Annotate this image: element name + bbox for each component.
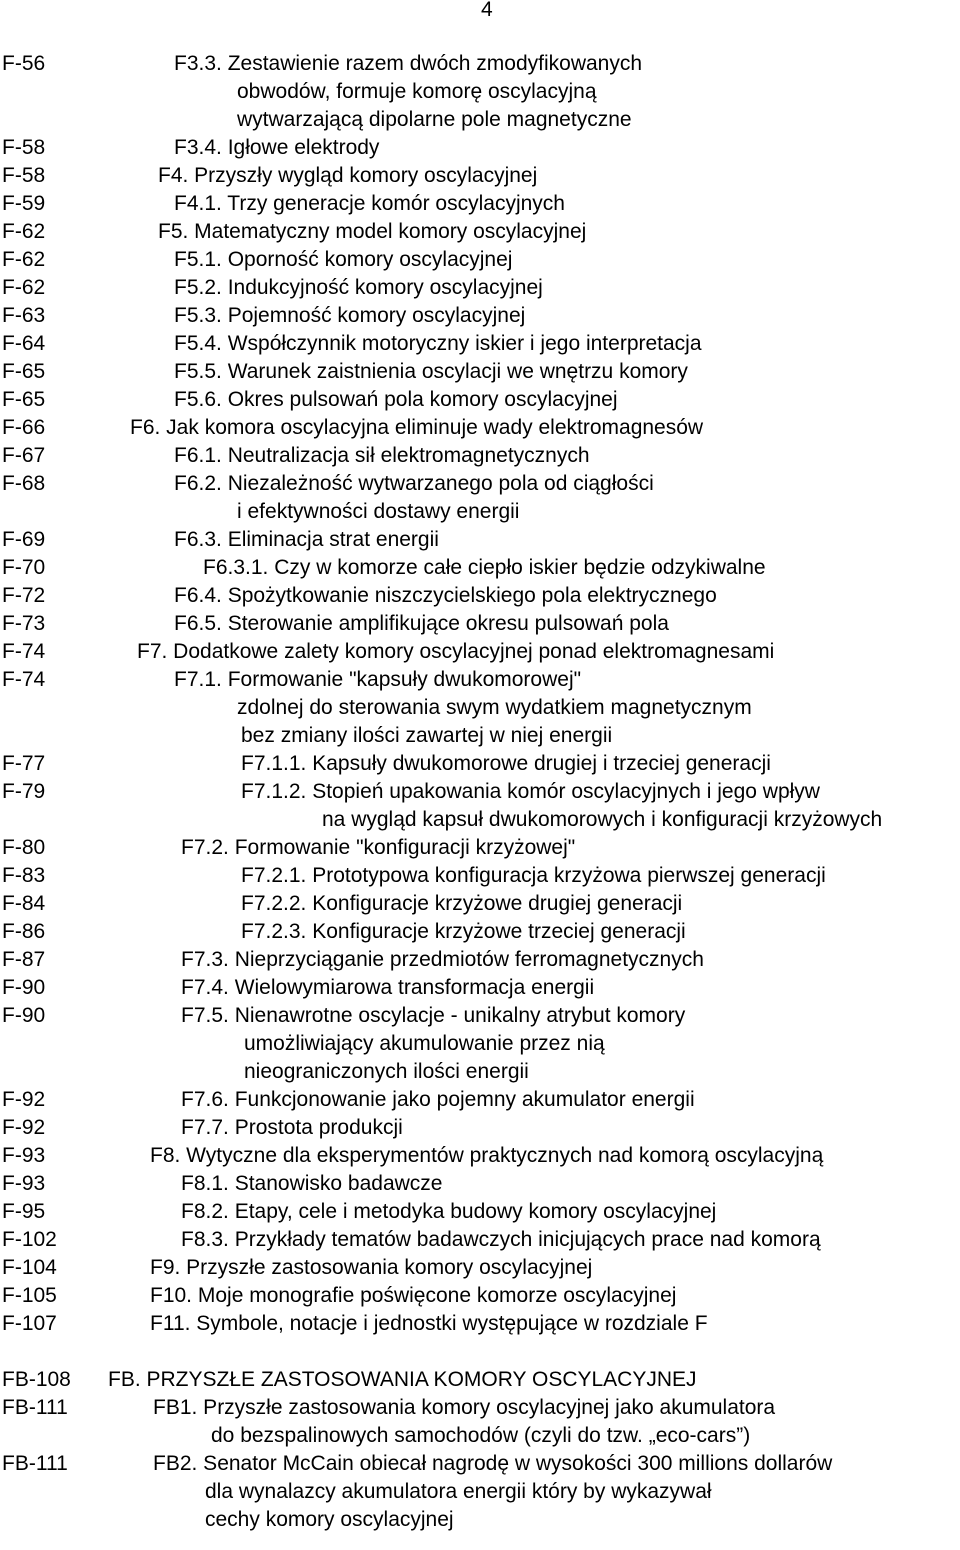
toc-title: F7.2.3. Konfiguracje krzyżowe trzeciej generacji <box>241 920 686 943</box>
toc-entry <box>0 218 960 246</box>
toc-title: FB2. Senator McCain obiecał nagrodę w wysokości 300 millions dollarów <box>153 1452 833 1475</box>
toc-page-ref: F-63 <box>2 304 46 327</box>
toc-title: F8. Wytyczne dla eksperymentów praktycznych nad komorą oscylacyjną <box>150 1144 824 1167</box>
toc-entry <box>0 722 960 750</box>
toc-entry <box>0 470 960 498</box>
toc-entry <box>0 358 960 386</box>
toc-title: F5.3. Pojemność komory oscylacyjnej <box>174 304 526 327</box>
toc-entry <box>0 638 960 666</box>
toc-page-ref: F-62 <box>2 248 46 271</box>
toc-title: F8.2. Etapy, cele i metodyka budowy komory oscylacyjnej <box>181 1200 717 1223</box>
toc-title: F8.3. Przykłady tematów badawczych inicjujących prace nad komorą <box>181 1228 821 1251</box>
toc-page-ref: F-95 <box>2 1200 46 1223</box>
toc-title: F7.1. Formowanie "kapsuły dwukomorowej" <box>174 668 582 691</box>
toc-page-ref: F-90 <box>2 976 46 999</box>
toc-page-ref: F-56 <box>2 52 46 75</box>
toc-title: F7.1.1. Kapsuły dwukomorowe drugiej i trzeciej generacji <box>241 752 771 775</box>
toc-title: FB. PRZYSZŁE ZASTOSOWANIA KOMORY OSCYLACYJNEJ <box>108 1368 697 1391</box>
toc-page-ref: F-58 <box>2 164 46 187</box>
toc-entry <box>0 302 960 330</box>
toc-title: wytwarzającą dipolarne pole magnetyczne <box>237 108 632 131</box>
toc-entry <box>0 1030 960 1058</box>
toc-entry <box>0 1058 960 1086</box>
toc-entry <box>0 862 960 890</box>
toc-title: F7.2.2. Konfiguracje krzyżowe drugiej generacji <box>241 892 683 915</box>
toc-entry <box>0 106 960 134</box>
toc-entry <box>0 834 960 862</box>
toc-page-ref: FB-108 <box>2 1368 71 1391</box>
toc-entry <box>0 1506 960 1534</box>
toc-entry <box>0 1114 960 1142</box>
toc-entry <box>0 778 960 806</box>
toc-entry <box>0 974 960 1002</box>
toc-title: F7.4. Wielowymiarowa transformacja energii <box>181 976 595 999</box>
toc-page-ref: F-74 <box>2 668 46 691</box>
toc-entry <box>0 1086 960 1114</box>
toc-entry <box>0 386 960 414</box>
toc-entry <box>0 1394 960 1422</box>
toc-page-ref: F-87 <box>2 948 46 971</box>
toc-entry <box>0 1002 960 1030</box>
toc-title: na wygląd kapsuł dwukomorowych i konfiguracji krzyżowych <box>322 808 883 831</box>
toc-title: dla wynalazcy akumulatora energii który by wykazywał <box>205 1480 712 1503</box>
toc-entry <box>0 190 960 218</box>
toc-title: F7.2.1. Prototypowa konfiguracja krzyżowa pierwszej generacji <box>241 864 826 887</box>
toc-title: F6.3.1. Czy w komorze całe ciepło iskier będzie odzykiwalne <box>203 556 766 579</box>
toc-entry <box>0 1170 960 1198</box>
toc-page-ref: F-93 <box>2 1172 46 1195</box>
toc-entry <box>0 134 960 162</box>
toc-entry <box>0 1226 960 1254</box>
toc-title: F5. Matematyczny model komory oscylacyjnej <box>158 220 587 243</box>
toc-entry <box>0 750 960 778</box>
toc-entry <box>0 526 960 554</box>
toc-page-ref: FB-111 <box>2 1396 68 1419</box>
toc-page-ref: F-84 <box>2 892 46 915</box>
toc-page-ref: F-77 <box>2 752 46 775</box>
toc-title: bez zmiany ilości zawartej w niej energii <box>241 724 613 747</box>
toc-entry <box>0 442 960 470</box>
toc-page-ref: F-65 <box>2 388 46 411</box>
toc-entry <box>0 890 960 918</box>
toc-page-ref: F-104 <box>2 1256 57 1279</box>
toc-entry <box>0 1366 960 1394</box>
toc-entry <box>0 1254 960 1282</box>
toc-page-ref: F-62 <box>2 220 46 243</box>
toc-title: F6.2. Niezależność wytwarzanego pola od ciągłości <box>174 472 654 495</box>
toc-title: F5.1. Oporność komory oscylacyjnej <box>174 248 513 271</box>
toc-title: F5.6. Okres pulsowań pola komory oscylacyjnej <box>174 388 618 411</box>
toc-page-ref: F-69 <box>2 528 46 551</box>
toc-title: F10. Moje monografie poświęcone komorze oscylacyjnej <box>150 1284 677 1307</box>
toc-page-ref: F-83 <box>2 864 46 887</box>
toc-page-ref: F-92 <box>2 1116 46 1139</box>
toc-page-ref: FB-111 <box>2 1452 68 1475</box>
toc-entry <box>0 1282 960 1310</box>
toc-title: F5.2. Indukcyjność komory oscylacyjnej <box>174 276 543 299</box>
toc-page-ref: F-65 <box>2 360 46 383</box>
toc-page-ref: F-58 <box>2 136 46 159</box>
toc-page-ref: F-59 <box>2 192 46 215</box>
toc-page-ref: F-73 <box>2 612 46 635</box>
toc-title: F5.4. Współczynnik motoryczny iskier i jego interpretacja <box>174 332 702 355</box>
toc-entry <box>0 498 960 526</box>
toc-title: F11. Symbole, notacje i jednostki występujące w rozdziale F <box>150 1312 708 1335</box>
toc-page-ref: F-92 <box>2 1088 46 1111</box>
toc-title: F6.4. Spożytkowanie niszczycielskiego pola elektrycznego <box>174 584 717 607</box>
toc-entry <box>0 1310 960 1338</box>
toc-page-ref: F-72 <box>2 584 46 607</box>
toc-title: F4. Przyszły wygląd komory oscylacyjnej <box>158 164 538 187</box>
toc-entry <box>0 50 960 78</box>
toc-title: FB1. Przyszłe zastosowania komory oscylacyjnej jako akumulatora <box>153 1396 776 1419</box>
toc-page-ref: F-70 <box>2 556 46 579</box>
toc-title: F7.2. Formowanie "konfiguracji krzyżowej" <box>181 836 576 859</box>
toc-title: F6.3. Eliminacja strat energii <box>174 528 439 551</box>
toc-page-ref: F-86 <box>2 920 46 943</box>
toc-title: F9. Przyszłe zastosowania komory oscylacyjnej <box>150 1256 593 1279</box>
toc-entry <box>0 1478 960 1506</box>
toc-title: F7.6. Funkcjonowanie jako pojemny akumulator energii <box>181 1088 695 1111</box>
toc-page-ref: F-62 <box>2 276 46 299</box>
toc-entry <box>0 806 960 834</box>
toc-page-ref: F-93 <box>2 1144 46 1167</box>
toc-title: F7.3. Nieprzyciąganie przedmiotów ferromagnetycznych <box>181 948 704 971</box>
toc-entry <box>0 330 960 358</box>
toc-entry <box>0 554 960 582</box>
toc-entry <box>0 1198 960 1226</box>
page-number: 4 <box>481 0 493 21</box>
toc-entry <box>0 414 960 442</box>
toc-entry <box>0 694 960 722</box>
toc-entry <box>0 246 960 274</box>
toc-title: nieograniczonych ilości energii <box>244 1060 529 1083</box>
toc-title: obwodów, formuje komorę oscylacyjną <box>237 80 597 103</box>
toc-title: F6.5. Sterowanie amplifikujące okresu pulsowań pola <box>174 612 669 635</box>
toc-title: do bezspalinowych samochodów (czyli do tzw. „eco-cars”) <box>211 1424 751 1447</box>
toc-title: zdolnej do sterowania swym wydatkiem magnetycznym <box>237 696 752 719</box>
toc-title: F8.1. Stanowisko badawcze <box>181 1172 443 1195</box>
toc-page-ref: F-80 <box>2 836 46 859</box>
toc-title: F7. Dodatkowe zalety komory oscylacyjnej ponad elektromagnesami <box>137 640 775 663</box>
toc-title: F7.7. Prostota produkcji <box>181 1116 403 1139</box>
toc-title: F6.1. Neutralizacja sił elektromagnetycznych <box>174 444 590 467</box>
toc-page-ref: F-74 <box>2 640 46 663</box>
toc-page-ref: F-90 <box>2 1004 46 1027</box>
toc-title: cechy komory oscylacyjnej <box>205 1508 454 1531</box>
toc-title: i efektywności dostawy energii <box>237 500 520 523</box>
toc-page-ref: F-67 <box>2 444 46 467</box>
toc-entry <box>0 946 960 974</box>
toc-entry <box>0 274 960 302</box>
toc-entry <box>0 582 960 610</box>
toc-entry <box>0 666 960 694</box>
toc-entry <box>0 1450 960 1478</box>
toc-title: umożliwiający akumulowanie przez nią <box>244 1032 605 1055</box>
toc-entry <box>0 610 960 638</box>
toc-page-ref: F-102 <box>2 1228 57 1251</box>
toc-entry <box>0 1142 960 1170</box>
toc-page-ref: F-105 <box>2 1284 57 1307</box>
toc-page-ref: F-64 <box>2 332 46 355</box>
toc-title: F4.1. Trzy generacje komór oscylacyjnych <box>174 192 565 215</box>
toc-title: F3.3. Zestawienie razem dwóch zmodyfikowanych <box>174 52 643 75</box>
toc-entry <box>0 1422 960 1450</box>
toc-entry <box>0 918 960 946</box>
toc-title: F3.4. Igłowe elektrody <box>174 136 380 159</box>
toc-title: F5.5. Warunek zaistnienia oscylacji we wnętrzu komory <box>174 360 688 383</box>
toc-page-ref: F-107 <box>2 1312 57 1335</box>
toc-page-ref: F-66 <box>2 416 46 439</box>
toc-page-ref: F-68 <box>2 472 46 495</box>
toc-entry <box>0 78 960 106</box>
toc-title: F6. Jak komora oscylacyjna eliminuje wady elektromagnesów <box>130 416 704 439</box>
toc-page-ref: F-79 <box>2 780 46 803</box>
toc-entry <box>0 162 960 190</box>
toc-title: F7.1.2. Stopień upakowania komór oscylacyjnych i jego wpływ <box>241 780 820 803</box>
toc-title: F7.5. Nienawrotne oscylacje - unikalny atrybut komory <box>181 1004 686 1027</box>
